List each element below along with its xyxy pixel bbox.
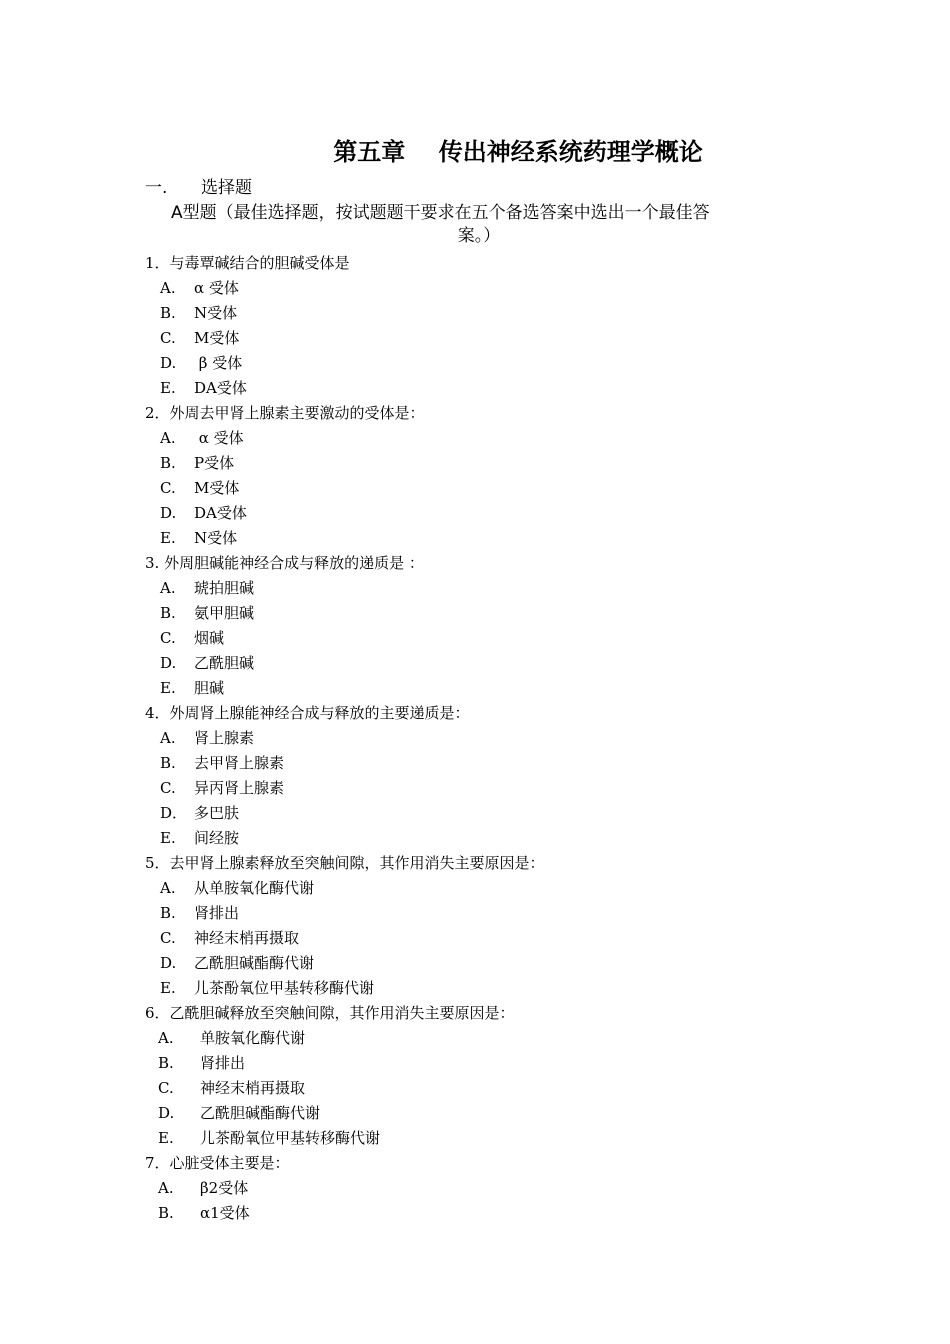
answer-option: [145, 351, 845, 376]
option-letter: E.: [160, 829, 176, 847]
option-text: 胆碱: [194, 679, 225, 697]
option-letter: D.: [158, 1104, 175, 1122]
option-text: 肾排出: [200, 1054, 246, 1072]
answer-option: [145, 1126, 845, 1151]
option-text: 烟碱: [194, 629, 225, 647]
intro-line-2: 案。）: [457, 226, 501, 246]
option-letter: B.: [158, 1204, 174, 1222]
option-text: 乙酰胆碱酯酶代谢: [200, 1104, 321, 1122]
option-text: 多巴肤: [194, 804, 240, 822]
answer-option: [145, 576, 845, 601]
option-letter: C.: [158, 1079, 174, 1097]
option-text: DA受体: [194, 504, 247, 522]
question-type-intro: [145, 202, 813, 248]
section-label: 选择题: [201, 178, 252, 198]
answer-option: [145, 1176, 845, 1201]
answer-option: [145, 1101, 845, 1126]
option-text: 神经末梢再摄取: [194, 929, 300, 947]
option-letter: E.: [160, 679, 176, 697]
answer-option: [145, 951, 845, 976]
answer-option: [145, 1076, 845, 1101]
option-text: β2受体: [200, 1179, 249, 1197]
option-letter: A.: [160, 429, 176, 447]
option-letter: B.: [160, 604, 176, 622]
option-letter: B.: [160, 454, 176, 472]
option-text: 肾上腺素: [194, 729, 255, 747]
answer-option: [145, 301, 845, 326]
option-letter: C.: [160, 779, 176, 797]
answer-option: [145, 601, 845, 626]
option-letter: A.: [160, 879, 176, 897]
option-text: 乙酰胆碱酯酶代谢: [194, 954, 315, 972]
answer-option: [145, 826, 845, 851]
option-letter: E.: [160, 379, 176, 397]
question-list: [145, 251, 845, 1226]
option-text: 神经末梢再摄取: [200, 1079, 306, 1097]
answer-option: [145, 426, 845, 451]
answer-option: [145, 276, 845, 301]
answer-option: [145, 1051, 845, 1076]
answer-option: [145, 326, 845, 351]
answer-option: [145, 451, 845, 476]
answer-option: [145, 501, 845, 526]
chapter-title: 第五章 传出神经系统药理学概论: [333, 138, 703, 166]
option-letter: E.: [160, 979, 176, 997]
option-letter: C.: [160, 479, 176, 497]
option-letter: B.: [160, 304, 176, 322]
option-letter: D.: [160, 654, 177, 672]
option-text: 儿茶酚氧位甲基转移酶代谢: [194, 979, 375, 997]
option-letter: E.: [160, 529, 176, 547]
answer-option: [145, 776, 845, 801]
option-letter: E.: [158, 1129, 174, 1147]
question-stem: 5．去甲肾上腺素释放至突触间隙，其作用消失主要原因是：: [145, 854, 545, 872]
answer-option: [145, 526, 845, 551]
option-letter: B.: [160, 754, 176, 772]
section-number: 一.: [145, 178, 168, 198]
answer-option: [145, 876, 845, 901]
option-text: α1受体: [200, 1204, 250, 1222]
question-stem: 4．外周肾上腺能神经合成与释放的主要递质是：: [145, 704, 470, 722]
answer-option: [145, 901, 845, 926]
answer-option: [145, 926, 845, 951]
option-text: 琥拍胆碱: [194, 579, 255, 597]
option-letter: C.: [160, 329, 176, 347]
option-letter: B.: [158, 1054, 174, 1072]
option-letter: D．: [160, 804, 188, 822]
option-letter: D.: [160, 504, 177, 522]
intro-line-1: A型题（最佳选择题，按试题题干要求在五个备选答案中选出一个最佳答: [171, 203, 710, 223]
option-text: 间经胺: [194, 829, 240, 847]
option-letter: D.: [160, 354, 177, 372]
answer-option: [145, 801, 845, 826]
option-letter: A.: [160, 279, 176, 297]
option-text: 去甲肾上腺素: [194, 754, 285, 772]
option-text: M受体: [194, 479, 240, 497]
answer-option: [145, 1201, 845, 1226]
option-text: 单胺氧化酶代谢: [200, 1029, 306, 1047]
option-text: 儿茶酚氧位甲基转移酶代谢: [200, 1129, 381, 1147]
answer-option: [145, 976, 845, 1001]
option-letter: A.: [160, 729, 176, 747]
option-text: 乙酰胆碱: [194, 654, 255, 672]
question-stem: 3. 外周胆碱能神经合成与释放的递质是 ：: [145, 554, 424, 572]
option-letter: B.: [160, 904, 176, 922]
option-text: N受体: [194, 529, 238, 547]
question-stem: 6．乙酰胆碱释放至突触间隙，其作用消失主要原因是：: [145, 1004, 515, 1022]
option-text: N受体: [194, 304, 238, 322]
question-stem: 2．外周去甲肾上腺素主要激动的受体是：: [145, 404, 425, 422]
answer-option: [145, 376, 845, 401]
answer-option: [145, 651, 845, 676]
answer-option: [145, 1026, 845, 1051]
option-letter: A.: [160, 579, 176, 597]
option-text: β 受体: [194, 354, 243, 372]
question-stem: 1．与毒覃碱结合的胆碱受体是: [145, 254, 350, 272]
option-text: 氨甲胆碱: [194, 604, 255, 622]
answer-option: [145, 751, 845, 776]
option-text: 从单胺氧化酶代谢: [194, 879, 315, 897]
option-text: α 受体: [194, 279, 239, 297]
answer-option: [145, 676, 845, 701]
option-text: P受体: [194, 454, 235, 472]
option-letter: A.: [158, 1179, 174, 1197]
option-letter: A.: [158, 1029, 174, 1047]
answer-option: [145, 476, 845, 501]
option-text: M受体: [194, 329, 240, 347]
question-stem: 7．心脏受体主要是：: [145, 1154, 290, 1172]
option-letter: D.: [160, 954, 177, 972]
option-text: α 受体: [194, 429, 244, 447]
option-text: DA受体: [194, 379, 247, 397]
section-heading: [145, 177, 252, 199]
answer-option: [145, 726, 845, 751]
option-letter: C.: [160, 629, 176, 647]
option-text: 异丙肾上腺素: [194, 779, 285, 797]
option-letter: C.: [160, 929, 176, 947]
option-text: 肾排出: [194, 904, 240, 922]
answer-option: [145, 626, 845, 651]
